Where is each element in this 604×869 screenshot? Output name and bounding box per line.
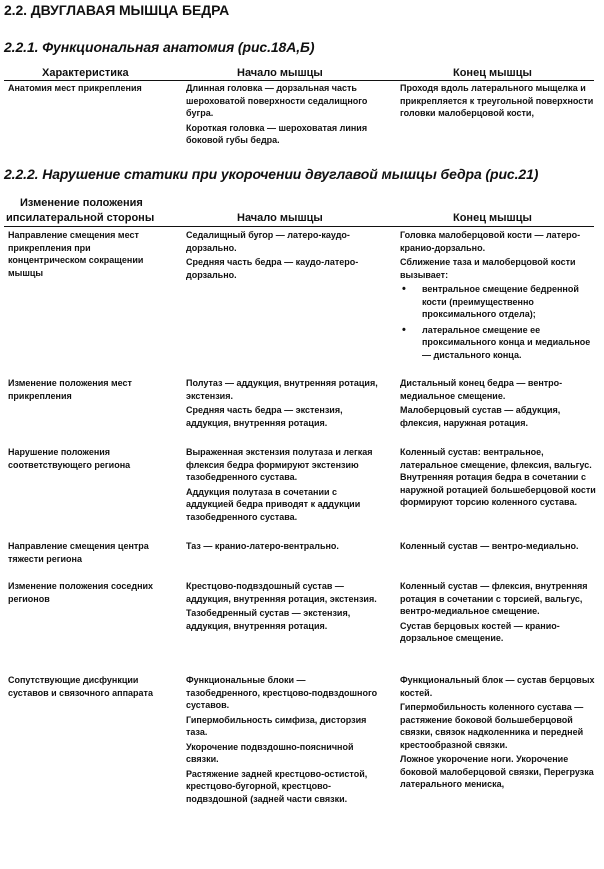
page-title: 2.2. ДВУГЛАВАЯ МЫШЦА БЕДРА — [4, 2, 230, 18]
insertion-text: Коленный сустав — вентро-медиально. — [400, 541, 579, 551]
list-item: • латеральное смещение ее проксимального конца и медиальное — дистального конца. — [416, 324, 596, 362]
row-label: Нарушение положения соответствующего региона — [8, 447, 131, 470]
column-header-insertion: Конец мышцы — [453, 212, 532, 224]
origin-cell — [186, 377, 382, 431]
origin-cell — [186, 82, 382, 149]
column-header-characteristic: Характеристика — [42, 67, 129, 79]
origin-text: Средняя часть бедра — экстензия, аддукция, внутренняя ротация. — [186, 405, 343, 428]
column-header-origin: Начало мышцы — [237, 212, 323, 224]
origin-cell — [186, 446, 382, 525]
insertion-bullet-list — [400, 283, 596, 361]
origin-text: Короткая головка — шероховатая линия боковой губы бедра. — [186, 122, 368, 145]
origin-text: Функциональные блоки — тазобедренного, крестцово-подвздошного суставов. — [186, 675, 378, 710]
row-label: Направление смещения центра тяжести региона — [8, 541, 149, 564]
origin-text: Выраженная экстензия полутаза и легкая флексия бедра формируют экстензию тазобедренного сустава. — [186, 447, 373, 482]
insertion-text: Коленный сустав: вентральное, латеральное смещение, флексия, вальгус. Внутренняя ротация бедра в сочетании с наружной ротацией большеберцовой кости формируют торсию коленного сустава. — [400, 447, 596, 507]
origin-text: Гипермобильность симфиза, дисторзия таза. — [186, 714, 367, 737]
insertion-text: Сближение таза и малоберцовой кости вызывает: — [400, 257, 576, 280]
insertion-text: Функциональный блок — сустав берцовых костей. — [400, 675, 595, 698]
origin-text: Крестцово-подвздошный сустав — аддукция, внутренняя ротация, экстензия. — [186, 581, 377, 604]
insertion-text: Проходя вдоль латерального мыщелка и прикрепляется к треугольной поверхности головки малоберцовой кости, — [400, 83, 594, 118]
origin-text: Тазобедренный сустав — экстензия, аддукция, внутренняя ротация. — [186, 608, 351, 631]
column-header-origin: Начало мышцы — [237, 67, 323, 79]
origin-cell — [186, 580, 382, 634]
insertion-cell — [400, 82, 596, 122]
origin-text: Укорочение подвздошно-поясничной связки. — [186, 741, 354, 764]
insertion-text: Сустав берцовых костей — кранио-дорзальное смещение. — [400, 620, 560, 643]
section-heading-functional-anatomy: 2.2.1. Функциональная анатомия (рис.18А,Б) — [4, 39, 315, 55]
origin-cell — [186, 674, 382, 807]
insertion-cell — [400, 540, 580, 555]
section-heading-statics-disorder: 2.2.2. Нарушение статики при укорочении двуглавой мышцы бедра (рис.21) — [4, 166, 539, 182]
header-rule — [4, 80, 594, 81]
origin-text: Длинная головка — дорзальная часть шероховатой поверхности седалищного бугра. — [186, 83, 368, 118]
origin-text: Растяжение задней крестцово-остистой, крестцово-бугорной, крестцово-подвздошной (задней части связки. — [186, 768, 368, 804]
origin-text: Аддукция полутаза в сочетании с аддукцией бедра приводят к аддукции тазобедренного сустава. — [186, 486, 361, 522]
insertion-cell — [400, 580, 596, 647]
origin-text: Полутаз — аддукция, внутренняя ротация, экстензия. — [186, 378, 378, 401]
origin-text: Седалищный бугор — латеро-каудо-дорзально. — [186, 230, 350, 253]
insertion-cell — [400, 446, 596, 511]
insertion-text: Коленный сустав — флексия, внутренняя ротация в сочетании с торсией, вальгус, вентро-медиальное смещение. — [400, 581, 588, 616]
row-label: Изменение положения мест прикрепления — [8, 378, 132, 401]
row-label: Анатомия мест прикрепления — [8, 83, 142, 93]
insertion-text: Гипермобильность коленного сустава — растяжение боковой большеберцовой связки, связок надколенника и передней крестообразной связки. — [400, 702, 584, 750]
column-header-position-change: Изменение положения — [20, 197, 143, 209]
insertion-text: Дистальный конец бедра — вентро-медиальное смещение. — [400, 378, 563, 401]
origin-text: Средняя часть бедра — каудо-латеро-дорзально. — [186, 257, 359, 280]
column-header-insertion: Конец мышцы — [453, 67, 532, 79]
column-header-position-change-2: ипсилатеральной стороны — [6, 212, 155, 224]
insertion-text: Малоберцовый сустав — абдукция, флексия, наружная ротация. — [400, 405, 561, 428]
origin-cell — [186, 540, 382, 555]
origin-cell — [186, 229, 382, 283]
row-label: Изменение положения соседних регионов — [8, 581, 154, 604]
origin-text: Таз — кранио-латеро-вентрально. — [186, 541, 339, 551]
list-item: • вентральное смещение бедренной кости (преимущественно проксимального отдела); — [416, 283, 596, 321]
insertion-cell — [400, 674, 596, 793]
insertion-text: Головка малоберцовой кости — латеро-кранио-дорзально. — [400, 230, 581, 253]
row-label: Сопутствующие дисфункции суставов и связочного аппарата — [8, 675, 153, 698]
row-label: Направление смещения мест прикрепления при концентрическом сокращении мышцы — [8, 230, 144, 278]
insertion-cell — [400, 229, 596, 364]
header-rule — [4, 226, 594, 227]
insertion-cell — [400, 377, 596, 431]
insertion-text: Ложное укорочение ноги. Укорочение боковой малоберцовой связки, Перегрузка латерального мениска, — [400, 754, 594, 789]
